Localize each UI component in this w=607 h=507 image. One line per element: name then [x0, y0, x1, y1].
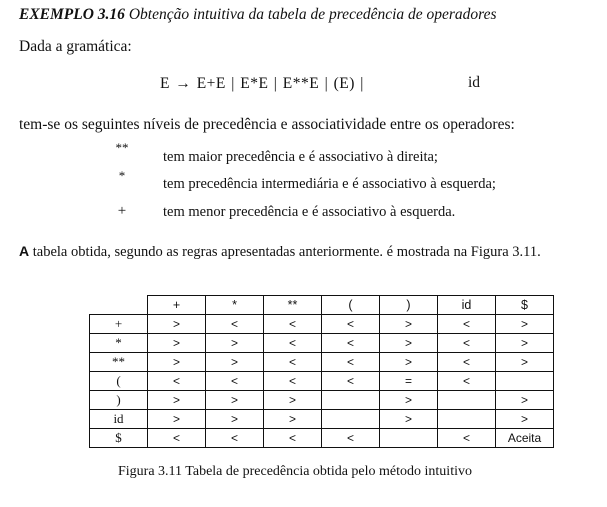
- grammar-rule: E → E+E | E*E | E**E | (E) |: [160, 75, 364, 92]
- example-title: [19, 6, 497, 24]
- table-cell: <: [438, 315, 496, 334]
- table-cell: [322, 410, 380, 429]
- table-header-row: [90, 296, 554, 315]
- column-header: *: [206, 296, 264, 315]
- table-cell: <: [206, 315, 264, 334]
- table-cell: >: [148, 353, 206, 372]
- row-header: $: [90, 429, 148, 448]
- closing-text: tabela obtida, segundo as regras apresentadas anteriormente. é mostrada na Figura 3.11.: [29, 244, 541, 260]
- column-header: +: [148, 296, 206, 315]
- table-cell: >: [496, 353, 554, 372]
- column-header: ): [380, 296, 438, 315]
- table-cell: >: [148, 315, 206, 334]
- table-cell: <: [438, 353, 496, 372]
- table-cell: <: [264, 372, 322, 391]
- table-cell: >: [496, 410, 554, 429]
- table-cell: >: [206, 334, 264, 353]
- operator-add-description: tem menor precedência e é associativo à esquerda.: [163, 204, 456, 220]
- operator-mul-description: tem precedência intermediária e é associativo à esquerda;: [163, 176, 496, 192]
- row-header: id: [90, 410, 148, 429]
- table-cell: [496, 372, 554, 391]
- table-cell: <: [264, 353, 322, 372]
- example-label: EXEMPLO 3.16: [19, 6, 125, 23]
- table-cell: <: [322, 372, 380, 391]
- table-cell: <: [264, 334, 322, 353]
- operator-power-description: tem maior precedência e é associativo à direita;: [163, 149, 438, 165]
- column-header: id: [438, 296, 496, 315]
- table-row: [90, 372, 554, 391]
- precedence-table: [89, 295, 554, 448]
- table-corner: [90, 296, 148, 315]
- table-cell: [322, 391, 380, 410]
- table-cell: <: [264, 429, 322, 448]
- figure-caption: Figura 3.11 Tabela de precedência obtida pelo método intuitivo: [118, 464, 472, 479]
- table-cell: <: [322, 334, 380, 353]
- table-cell: <: [438, 334, 496, 353]
- operator-power: **: [115, 140, 129, 155]
- table-cell: >: [264, 410, 322, 429]
- table-cell: <: [322, 429, 380, 448]
- table-cell: <: [264, 315, 322, 334]
- table-cell: [380, 429, 438, 448]
- table-cell: [438, 410, 496, 429]
- table-cell: >: [496, 315, 554, 334]
- table-row: [90, 410, 554, 429]
- levels-intro: tem-se os seguintes níveis de precedência e associatividade entre os operadores:: [19, 116, 515, 133]
- column-header: $: [496, 296, 554, 315]
- table-cell: >: [380, 391, 438, 410]
- closing-paragraph: [19, 243, 541, 261]
- grammar-intro: Dada a gramática:: [19, 38, 132, 55]
- table-cell: >: [206, 410, 264, 429]
- table-cell: Aceita: [496, 429, 554, 448]
- table-cell: >: [148, 391, 206, 410]
- table-cell: >: [380, 315, 438, 334]
- table-row: [90, 353, 554, 372]
- operator-mul: *: [118, 168, 126, 183]
- table-cell: >: [206, 353, 264, 372]
- table-cell: <: [322, 353, 380, 372]
- table-cell: =: [380, 372, 438, 391]
- closing-initial: A: [19, 243, 30, 259]
- table-cell: [438, 391, 496, 410]
- table-cell: <: [438, 372, 496, 391]
- column-header: **: [264, 296, 322, 315]
- column-header: (: [322, 296, 380, 315]
- table-cell: >: [380, 353, 438, 372]
- table-cell: <: [206, 372, 264, 391]
- row-header: +: [90, 315, 148, 334]
- table-cell: >: [148, 410, 206, 429]
- table-cell: <: [206, 429, 264, 448]
- row-header: *: [90, 334, 148, 353]
- table-cell: >: [264, 391, 322, 410]
- grammar-id: id: [468, 74, 481, 91]
- table-cell: <: [148, 372, 206, 391]
- table-cell: <: [322, 315, 380, 334]
- row-header: **: [90, 353, 148, 372]
- table-row: [90, 391, 554, 410]
- table-cell: <: [438, 429, 496, 448]
- table-cell: >: [380, 334, 438, 353]
- row-header: ): [90, 391, 148, 410]
- operator-add: +: [117, 203, 127, 219]
- example-heading: Obtenção intuitiva da tabela de precedência de operadores: [128, 6, 497, 23]
- table-cell: >: [380, 410, 438, 429]
- table-row: [90, 315, 554, 334]
- table-cell: >: [496, 391, 554, 410]
- table-row: [90, 334, 554, 353]
- table-cell: >: [206, 391, 264, 410]
- table-cell: >: [148, 334, 206, 353]
- table-cell: >: [496, 334, 554, 353]
- table-cell: <: [148, 429, 206, 448]
- row-header: (: [90, 372, 148, 391]
- table-row: [90, 429, 554, 448]
